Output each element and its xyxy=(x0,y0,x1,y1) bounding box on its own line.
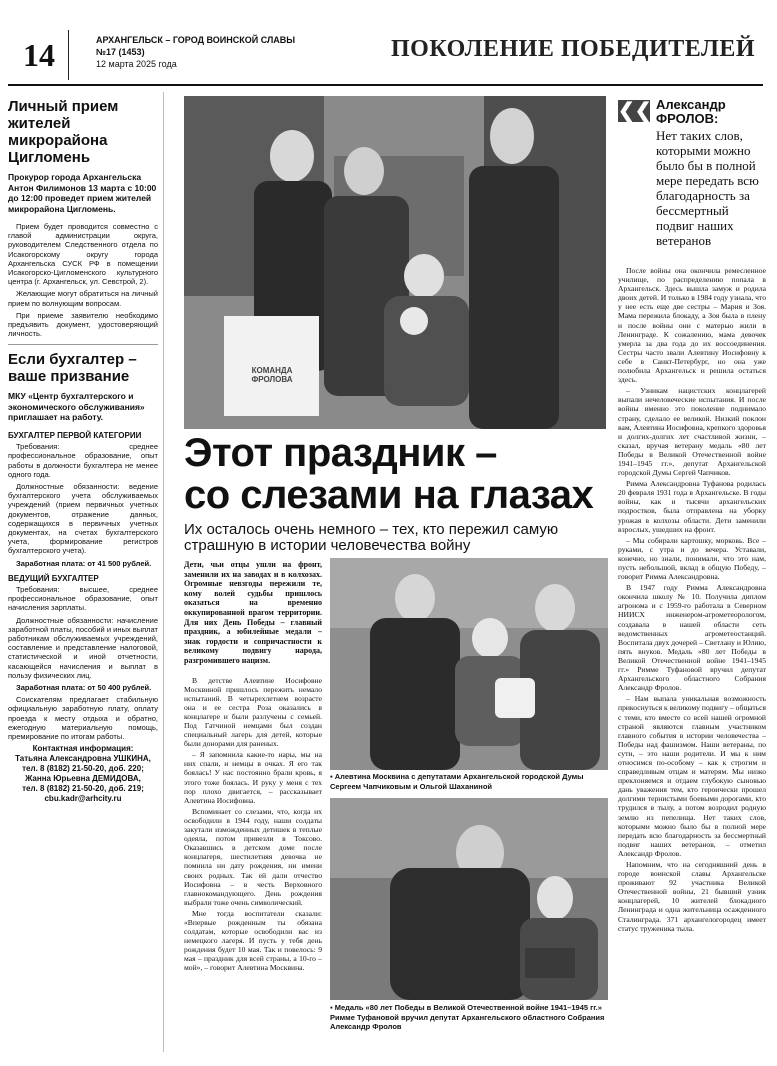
job-title: БУХГАЛТЕР ПЕРВОЙ КАТЕГОРИИ xyxy=(8,430,142,440)
bag-logo-text: КОМАНДА ФРОЛОВА xyxy=(251,366,293,384)
header-rule xyxy=(8,84,763,86)
article-paragraph: – Нам выпала уникальная возможность прикоснуться к великому подвигу – общаться с теми, кто вместе со всей нашей огромной страной являются главным участником главного события в истории человечества – Победы над фашизмом. Наши ветераны, по сути, – это наши родители. И мы к ним относимся по-особому – как к строгим и справедливым отцам и матерям. Мы низко преклоняемся и отдаем глубокую сыновью дань уважения тем, кто героически прошел долгими тернистыми боевыми дорогами, кто трудился в тылу, а потом возродил родную землю из пепелища. Нет таких слов, которыми можно было бы в полной мере передать всю благодарность за бессмертный подвиг наших ветеранов, – отметил Александр Фролов. xyxy=(618,694,766,858)
sidebar-paragraph: Прием будет проводится совместно с главой администрации округа, руководителем Следственного отдела по Исакогорскому округу города Архангельска СУСК РФ в помещении Исакогорско-Цигломенского культурного центра (г. Архангельск, ул. Севстрой, 2). xyxy=(8,222,158,287)
job-duties: Должностные обязанности: ведение бухгалтерского учета обслуживаемых учреждений (прием первичных учетных документов, отражение данных, содержащихся в первичных учетных документах, на счетах бухгалтерского учета, формирование регистров бухгалтерского учета). xyxy=(8,481,158,556)
main-photo xyxy=(184,96,606,429)
sidebar-title-reception: Личный прием жителей микрорайона Цигломень xyxy=(8,98,119,166)
article-paragraph: После войны она окончила ремесленное училище, по распределению попала в Архангельск. Здесь вышла замуж и родила двоих детей. И только в 1984 году узнала, что у нее есть еще две сестры – Мария и Зоя. Мама пережила блокаду, а Зоя была в плену и после войны они с матерью жили в Ленинграде. К сожалению, мама девочек умерла за два года до их воссоединения. Сестры часто звали Алевтину Иосифовну к себе в Санкт-Петербург, но она уже полюбила Архангельск и решила остаться здесь. xyxy=(618,266,766,385)
quote-text: Нет таких слов, которыми можно было бы в полной мере передать всю благодарность за бессмертный подвиг наших ветеранов xyxy=(656,128,759,248)
contact-label: Контактная информация: xyxy=(32,744,134,754)
sidebar-paragraph: Желающие могут обратиться на личный прием по волнующим вопросам. xyxy=(8,289,158,308)
sidebar-title-accountant: Если бухгалтер – ваше призвание xyxy=(8,351,137,386)
article-paragraph: – Я запомнила какие-то нары, мы на них спали, и немцы в очках. Я его так боялась! У нас постоянно брали кровь, я этого тоже боялась. И руку у меня с тех пор плохо двигается, – рассказывает Алевтина Иосифовна. xyxy=(184,750,322,805)
article-paragraph: – Узникам нацистских концлагерей выпали нечеловеческие испытания. И после войны именно это поколение поднимало страну, сделало ее великой. Низкий поклон вам, Алевтина Иосифовна, крепкого здоровья и долгих-долгих лет счастливой жизни, – сказал, вручая ветерану медаль «80 лет Победы в Великой Отечественной войне 1941–1945 гг.», депутат Архангельской городской Думы Сергей Чапчиков. xyxy=(618,386,766,478)
sidebar-paragraph: При приеме заявителю необходимо предъявить документ, удостоверяющий личность. xyxy=(8,310,158,339)
article-paragraph: Мне тогда воспитатели сказали: «Впервые рожденным ты обязана солдатам, которые освободили вас из немецкого лагеря. И пусть у тебя день рождения будет 10 мая. Так и повелось: 9 мая – праздник для всей страны, а 10-го – мой», – говорит Алевтина Москвина. xyxy=(184,908,322,973)
sidebar-lead-reception: Прокурор города Архангельска Антон Филимонов 13 марта с 10:00 до 12:00 проведет прием жителей микрорайона Цигломень. xyxy=(8,172,157,214)
subheadline: Их осталось очень немного – тех, кто пережил самую страшную в истории человечества войну xyxy=(184,521,559,554)
section-title: ПОКОЛЕНИЕ ПОБЕДИТЕЛЕЙ xyxy=(391,36,755,62)
page-number: 14 xyxy=(10,30,69,80)
contact-name: Татьяна Александровна УШКИНА, xyxy=(15,754,151,764)
photo-caption: ▪ Медаль «80 лет Победы в Великой Отечественной войне 1941–1945 гг.» Римме Туфановой вручил депутат Архангельского областного Собрания Александр Фролов xyxy=(330,1003,605,1031)
quote-author: Александр ФРОЛОВ: xyxy=(656,97,726,126)
contact-email[interactable]: cbu.kadr@arhcity.ru xyxy=(44,794,122,804)
sidebar-lead-accountant: МКУ «Центр бухгалтерского и экономического обслуживания» приглашает на работу. xyxy=(8,391,145,423)
job-title: ВЕДУЩИЙ БУХГАЛТЕР xyxy=(8,573,99,583)
headline-line: со слезами на глазах xyxy=(184,473,594,517)
issue-date: 12 марта 2025 года xyxy=(96,59,177,69)
masthead-title: АРХАНГЕЛЬСК – ГОРОД ВОИНСКОЙ СЛАВЫ xyxy=(96,35,296,45)
job-salary: Заработная плата: от 41 500 рублей. xyxy=(16,558,152,568)
job-requirements: Требования: среднее профессиональное образование, опыт работы в должности бухгалтера не менее одного года. xyxy=(8,442,158,479)
contact-phone: тел. 8 (8182) 21-50-20, доб. 219; xyxy=(22,784,144,794)
contact-phone: тел. 8 (8182) 21-50-20, доб. 220; xyxy=(22,764,144,774)
article-lead: Дети, чьи отцы ушли на фронт, заменили их на заводах и в колхозах. Огромные невзгоды пережили те, кому волей судьбы пришлось оказаться на временно оккупированной врагом территории. Для них День Победы – главный праздник, а юбилейные медали – знак гордости и сопричастности к великому подвигу народа, разгромившего нацизм. xyxy=(184,560,322,665)
job-salary: Заработная плата: от 50 400 рублей. xyxy=(16,683,152,693)
article-paragraph: В детстве Алевтине Иосифовне Москвиной пришлось пережить немало испытаний. В четырехлетнем возрасте она и ее сестра Роза оказались в концлагере и были разлучены с семьей. Под Гатчиной немцами был создан специальный лагерь для детей, которые были донорами для раненых. xyxy=(184,675,322,749)
article-paragraph: – Мы собирали картошку, морковь. Все – руками, с утра и до вечера. Уставали, конечно, но знали, понимали, что это нам, пусть небольшой, вклад в общую Победу, – говорит Римма Александровна. xyxy=(618,535,766,582)
caption-text: Медаль «80 лет Победы в Великой Отечественной войне 1941–1945 гг.» Римме Туфановой вручил депутат Архангельского областного Собрания Александр Фролов xyxy=(330,1003,605,1031)
column-divider xyxy=(163,92,164,1052)
photo-moskvina xyxy=(330,558,608,770)
quote-icon: ❮❮ xyxy=(618,100,652,122)
sidebar xyxy=(8,92,158,1052)
sidebar-divider xyxy=(8,344,158,345)
masthead xyxy=(96,34,295,70)
article-paragraph: Напомним, что на сегодняшний день в городе воинской славы Архангельске проживают 92 участника Великой Отечественной войны, 21 бывший узник концлагерей, 10 жителей блокадного Ленинграда и одна жительница осажденного Сталинграда. 371 архангелогородец имеет статус труженика тыла. xyxy=(618,860,766,933)
job-duties: Должностные обязанности: начисление заработной платы, пособий и иных выплат работникам обслуживаемых учреждений, составление и представление налоговой, статистической и иной отчетности, касающейся начисления и выплат в пользу физических лиц. xyxy=(8,615,158,680)
article-paragraph: В 1947 году Римма Александровна окончила школу № 10. Получила диплом агронома и с 1959-го работала в Северном НИИСХ инженером-агрометеорологом, создавала в нашей области сеть ведомственных агрометеостанций. Воспитала двух дочерей – Светлану и Юлию, пять внуков. Медаль «80 лет Победы в Великой Отечественной войне 1941–1945 гг.» Римме Туфановой вручил депутат Архангельского областного Собрания Александр Фролов. xyxy=(618,583,766,693)
photo-tufanova xyxy=(330,798,608,1000)
job-requirements: Требования: высшее, среднее профессиональное образование, опыт начисления зарплаты. xyxy=(8,584,158,613)
article-column-1 xyxy=(184,560,322,1060)
job-offer: Соискателям предлагает стабильную официальную заработную плату, оплату проезда к месту отдыха и обратно, ежегодную материальную помощь, премирование по итогам работы. xyxy=(8,695,158,742)
issue-number: №17 (1453) xyxy=(96,47,145,57)
caption-text: Алевтина Москвина с депутатами Архангельской городской Думы Сергеем Чапчиковым и Ольгой Шаханиной xyxy=(330,772,584,791)
photo-caption: ▪ Алевтина Москвина с депутатами Архангельской городской Думы Сергеем Чапчиковым и Ольгой Шаханиной xyxy=(330,772,584,791)
article-paragraph: Вспоминает со слезами, что, когда их освободили в 1944 году, наши солдаты закутали изможденных детишек в теплые одеяла, потом привезли в Токсово. Оказавшись в детском доме после концлагеря, шестилетняя девочка не помнила ни дату рождения, ни имени своих родных. Так ей дали отчество Иосифовна – в честь Верховного главнокомандующего. День рождения выбрали тоже очень символический. xyxy=(184,806,322,907)
headline xyxy=(184,432,614,516)
headline-line: Этот праздник – xyxy=(184,431,497,475)
article-column-3 xyxy=(618,266,766,1056)
contact-name: Жанна Юрьевна ДЕМИДОВА, xyxy=(25,774,141,784)
article-paragraph: Римма Александровна Туфанова родилась 20 февраля 1931 года в Архангельске. В годы войны, как и тысячи архангельских подростков, была отправлена на уборку урожая в колхозы области. Дети заменили взрослых, ушедших на фронт. xyxy=(618,479,766,534)
